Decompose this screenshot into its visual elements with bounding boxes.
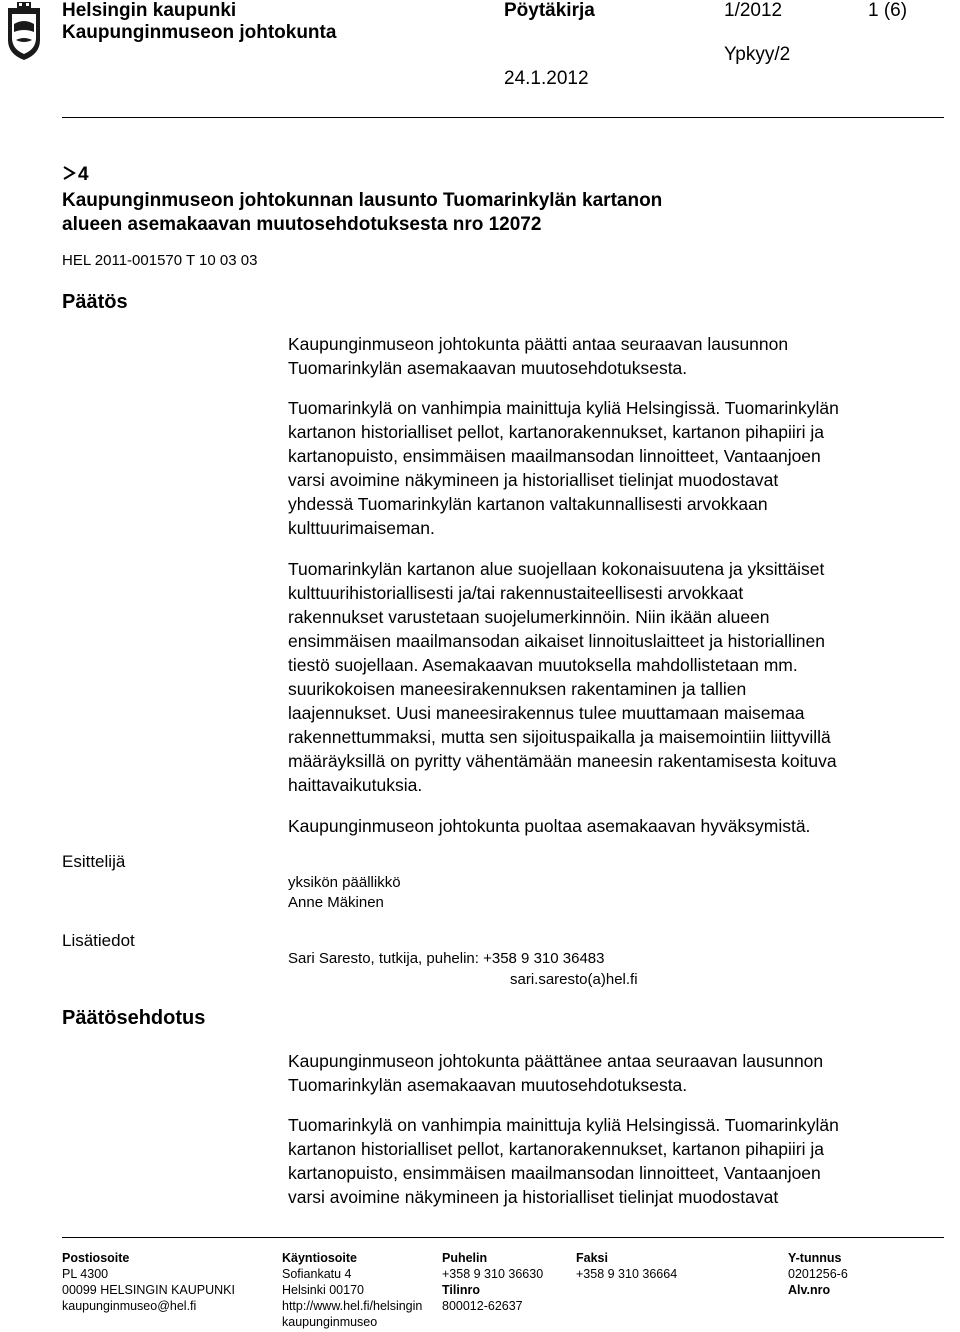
doc-number: 1/2012 (724, 0, 783, 21)
decision-paragraph-3: Tuomarinkylän kartanon alue suojellaan kokonaisuutena ja yksittäiset kulttuurihistoriallisesti ja/tai rakennustaiteellisesti arvokkaat rakennukset varustetaan suojelumerkinnöin. Niin ikään alueen ensimmäisen maailmansodan aikaiset linnoituslaitteet ja historiallinen tiestö suojellaan. Asemakaavan muutoksella mahdollistetaan mm. suurikokoisen maneesirakennuksen rakentaminen ja tallien laajennukset. Uusi maneesirakennus tulee muuttamaan maisemaa rakennettummaksi, mutta sen sijoituspaikalla ja maisemointiin liittyvillä määräyksillä on pyritty vähentämään maneesin rakentamisesta koituva haittavaikutuksia. (288, 559, 837, 795)
proposal-paragraph-2: Tuomarinkylä on vanhimpia mainittuja kyliä Helsingissä. Tuomarinkylän kartanon historialliset pellot, kartanorakennukset, kartanon pihapiiri ja kartanopuisto, ensimmäisen maailmansodan linnoitteet, Vantaanjoen varsi avoimine näkymineen ja historialliset tielinjat muodostavat (288, 1115, 839, 1207)
page-indicator: 1 (6) (868, 0, 908, 21)
label-more-info: Lisätiedot (62, 931, 135, 950)
header-divider (62, 117, 944, 118)
label-decision: Päätös (62, 291, 128, 313)
section-code: Ypkyy/2 (724, 44, 791, 65)
org-name: Helsingin kaupunki (62, 0, 237, 21)
presenter-name: Anne Mäkinen (288, 894, 384, 911)
label-presenter: Esittelijä (62, 852, 126, 871)
footer-divider (62, 1237, 944, 1238)
contact-email: sari.saresto(a)hel.fi (510, 971, 638, 988)
decision-paragraph-4: Kaupunginmuseon johtokunta puoltaa asemakaavan hyväksymistä. (288, 816, 811, 836)
footer-visit: Käyntiosoite Sofiankatu 4 Helsinki 00170 http://www.hel.fi/helsingin kaupunginmuseo (282, 1251, 423, 1329)
diary-reference: HEL 2011-001570 T 10 03 03 (62, 252, 258, 269)
presenter-title: yksikön päällikkö (288, 874, 401, 891)
item-title-line1: Kaupunginmuseon johtokunnan lausunto Tuomarinkylän kartanon (62, 190, 663, 211)
proposal-paragraph-1: Kaupunginmuseon johtokunta päättänee antaa seuraavan lausunnon Tuomarinkylän asemakaavan muutosehdotuksesta. (288, 1051, 824, 1095)
item-title-line2: alueen asemakaavan muutosehdotuksesta nro 12072 (62, 214, 542, 235)
decision-paragraph-1: Kaupunginmuseon johtokunta päätti antaa seuraavan lausunnon Tuomarinkylän asemakaavan muutosehdotuksesta. (288, 334, 789, 378)
footer-postal: Postiosoite PL 4300 00099 HELSINGIN KAUPUNKI kaupunginmuseo@hel.fi (62, 1251, 235, 1313)
footer-phone: Puhelin +358 9 310 36630 Tilinro 800012-62637 (442, 1251, 544, 1313)
doc-type: Pöytäkirja (504, 0, 595, 21)
footer-fax: Faksi +358 9 310 36664 (576, 1251, 678, 1281)
item-marker (62, 165, 76, 187)
footer-email-link[interactable]: kaupunginmuseo@hel.fi (62, 1299, 197, 1313)
decision-paragraph-2: Tuomarinkylä on vanhimpia mainittuja kyliä Helsingissä. Tuomarinkylän kartanon historialliset pellot, kartanorakennukset, kartanon pihapiiri ja kartanopuisto, ensimmäisen maailmansodan linnoitteet, Vantaanjoen varsi avoimine näkymineen ja historialliset tielinjat muodostavat yhdessä Tuomarinkylän kartanon valtakunnallisesti arvokkaan kulttuurimaiseman. (288, 398, 839, 538)
contact-line: Sari Saresto, tutkija, puhelin: +358 9 310 36483 (288, 950, 605, 967)
label-proposal: Päätösehdotus (62, 1007, 206, 1029)
footer-business-id: Y-tunnus 0201256-6 Alv.nro (788, 1251, 848, 1297)
item-number: 4 (78, 164, 89, 185)
meeting-date: 24.1.2012 (504, 68, 589, 89)
unit-name: Kaupunginmuseon johtokunta (62, 22, 337, 43)
footer-web-link[interactable]: http://www.hel.fi/helsingin (282, 1299, 423, 1313)
helsinki-crest-logo (2, 2, 46, 62)
